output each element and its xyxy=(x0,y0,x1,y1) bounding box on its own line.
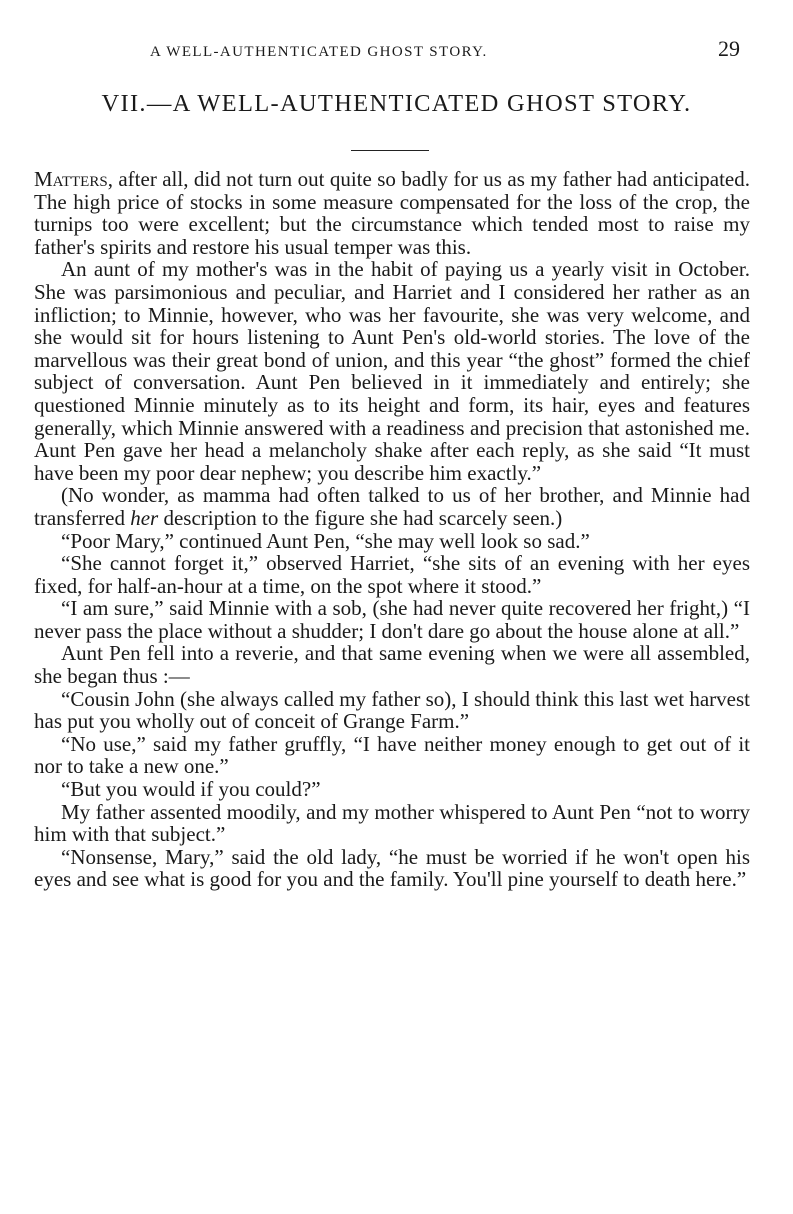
paragraph-10: “But you would if you could?” xyxy=(61,777,321,802)
paragraph-11: My father assented moodily, and my mother whispered to Aunt Pen “not to worry him with that subject.” xyxy=(34,799,750,847)
paragraph-text: (No wonder, as mamma had often talked to us of her brother, and Minnie had transferred xyxy=(34,483,750,530)
page-number: 29 xyxy=(718,36,740,61)
paragraph-6: “I am sure,” said Minnie with a sob, (she had never quite recovered her fright,) “I never pass the place without a shudder; I don't dare go about the house alone at all.” xyxy=(34,596,750,643)
paragraph-5: “She cannot forget it,” observed Harriet, “she sits of an evening with her eyes fixed, for half-an-hour at a time, on the spot where it stood.” xyxy=(34,551,750,598)
paragraph-3 xyxy=(34,484,750,529)
paragraph-12: “Nonsense, Mary,” said the old lady, “he must be worried if he won't open his eyes and see what is good for you and the family. You'll pine yourself to death here.” xyxy=(34,844,750,892)
italic-word: her xyxy=(130,505,159,530)
paragraph-text: description to the figure she had scarcely seen.) xyxy=(158,505,563,530)
paragraph-text: , after all, did not turn out quite so badly for us as my father had anticipated. The high price of stocks in some measure compensated for the loss of the crop, the turnips too were excellent; but the circumstance which tended most to raise my father's spirits and restore his usual temper was this. xyxy=(34,167,750,259)
paragraph-4: “Poor Mary,” continued Aunt Pen, “she may well look so sad.” xyxy=(61,528,590,553)
body-text xyxy=(34,168,750,891)
paragraph-8: “Cousin John (she always called my father so), I should think this last wet harvest has put you wholly out of conceit of Grange Farm.” xyxy=(34,686,750,734)
paragraph-7: Aunt Pen fell into a reverie, and that same evening when we were all assembled, she began thus :— xyxy=(34,641,750,689)
drop-lead-word: Matters xyxy=(34,167,108,191)
chapter-title: VII.—A WELL-AUTHENTICATED GHOST STORY. xyxy=(101,90,692,117)
paragraph-1 xyxy=(34,168,750,258)
title-divider xyxy=(351,150,429,151)
paragraph-9: “No use,” said my father gruffly, “I have neither money enough to get out of it nor to take a new one.” xyxy=(34,731,750,779)
running-header xyxy=(0,36,793,64)
paragraph-2: An aunt of my mother's was in the habit of paying us a yearly visit in October. She was parsimonious and peculiar, and Harriet and I considered her rather as an infliction; to Minnie, however, who was her favourite, she was very welcome, and she would sit for hours listening to Aunt Pen's old-world stories. The love of the marvellous was their great bond of union, and this year “the ghost” formed the chief subject of conversation. Aunt Pen believed in it immediately and entirely; she questioned Minnie minutely as to its height and form, its hair, eyes and features generally, which Minnie answered with a readiness and precision that astonished me. Aunt Pen gave her head a melancholy shake after each reply, as she said “It must have been my poor dear nephew; you describe him exactly.” xyxy=(34,257,750,485)
running-title: A WELL-AUTHENTICATED GHOST STORY. xyxy=(150,44,488,60)
